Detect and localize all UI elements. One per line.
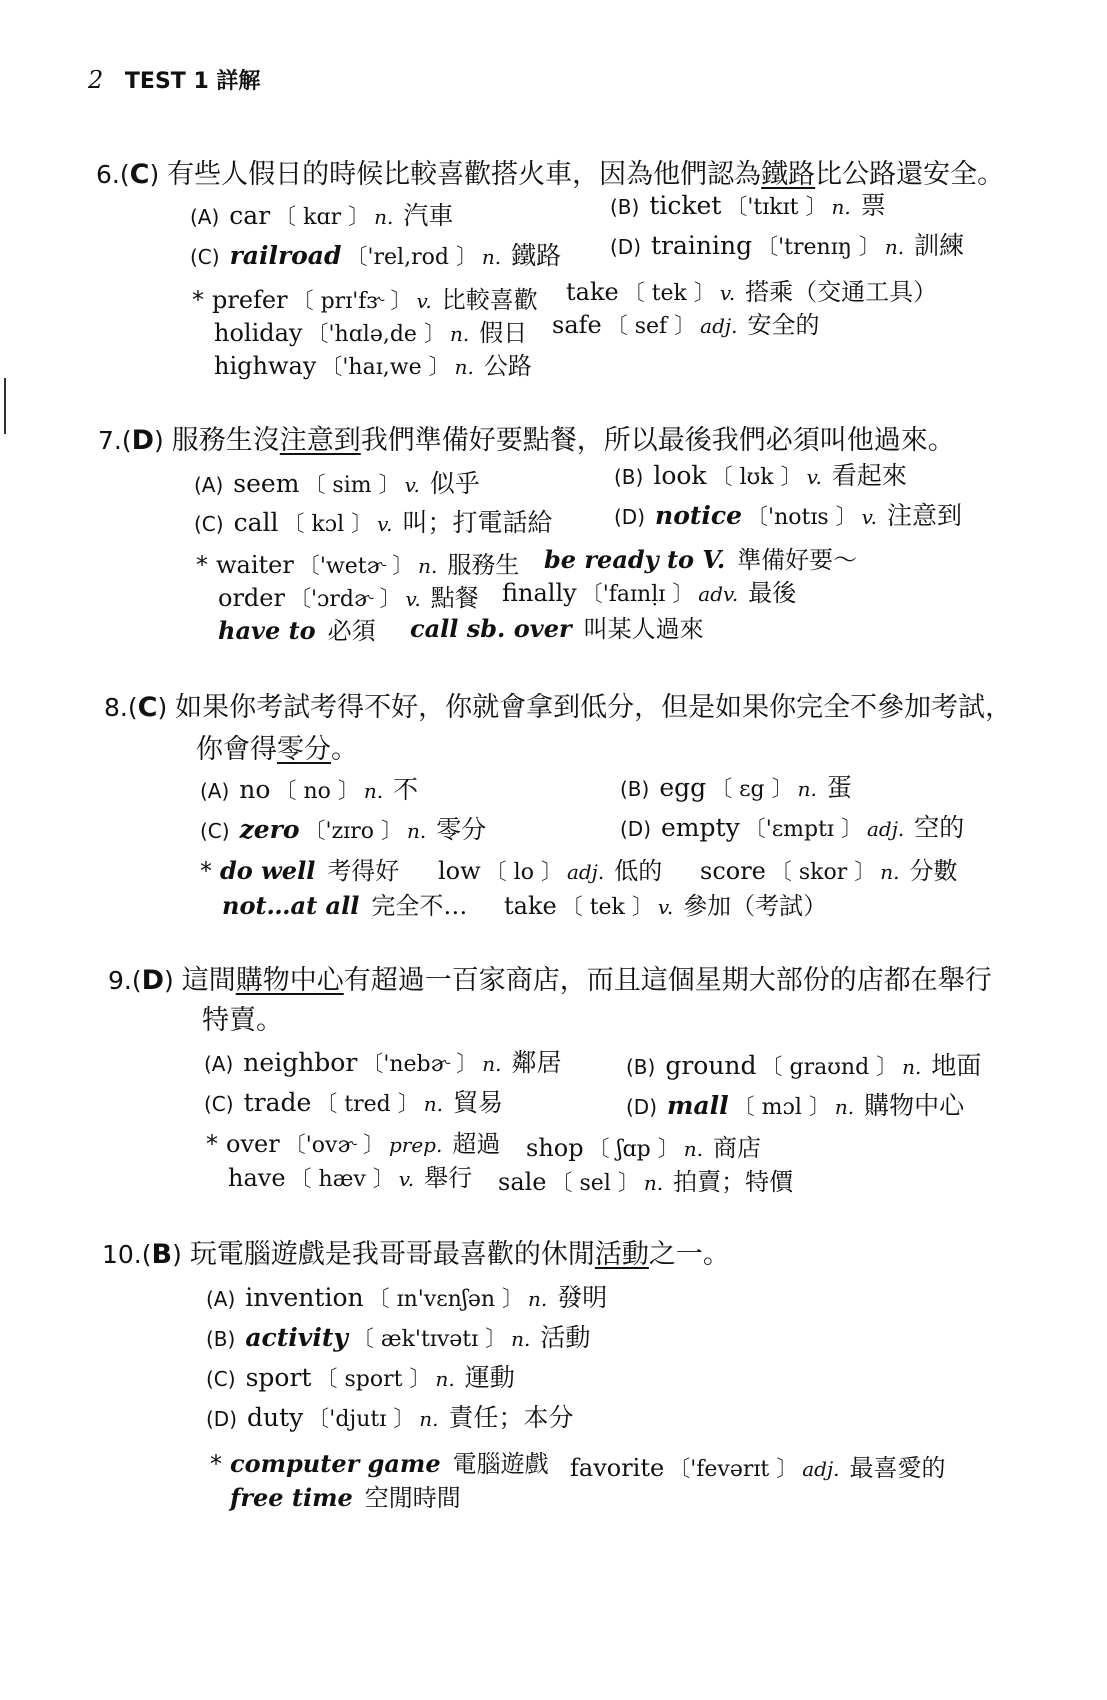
vocab-note: * do well 考得好 bbox=[200, 856, 400, 885]
option-a: (A) neighbor 〔'nebɚ 〕 n. 鄰居 bbox=[204, 1048, 562, 1077]
question-keyword: 注意到 bbox=[279, 425, 361, 456]
margin-mark bbox=[4, 378, 6, 434]
option-b: (B) ground 〔 graʊnd 〕 n. 地面 bbox=[626, 1051, 982, 1080]
page-header bbox=[88, 64, 260, 95]
question-keyword: 活動 bbox=[594, 1239, 649, 1270]
page-number: 2 bbox=[88, 66, 104, 94]
question-text: 服務生沒 bbox=[171, 425, 280, 456]
question-text: 有些人假日的時候比較喜歡搭火車，因為他們認為 bbox=[167, 159, 762, 190]
vocab-note: be ready to V. 準備好要～ bbox=[544, 545, 858, 574]
question-9: 9.(D) 這間購物中心有超過一百家商店，而且這個星期大部份的店都在舉行 bbox=[108, 965, 992, 996]
option-a: (A) invention 〔 ɪn'vɛnʃən 〕 n. 發明 bbox=[206, 1283, 608, 1312]
answer-letter: D bbox=[141, 965, 165, 996]
answer-letter: C bbox=[129, 159, 150, 190]
answer-letter: D bbox=[131, 425, 155, 456]
question-8-line-2 bbox=[196, 727, 358, 766]
question-6: 6.(C) 有些人假日的時候比較喜歡搭火車，因為他們認為鐵路比公路還安全。 bbox=[96, 159, 1005, 190]
question-text: 這間 bbox=[181, 965, 236, 996]
vocab-note: take 〔 tek 〕 v. 搭乘（交通工具） bbox=[566, 278, 938, 306]
question-number: 9. bbox=[108, 966, 132, 995]
question-number: 10. bbox=[102, 1240, 142, 1269]
vocab-note: favorite 〔'fevərɪt 〕 adj. 最喜愛的 bbox=[570, 1454, 946, 1482]
question-8: 8.(C) 如果你考試考得不好，你就會拿到低分，但是如果你完全不參加考試， bbox=[104, 692, 1013, 723]
vocab-note: free time 空閒時間 bbox=[230, 1483, 461, 1512]
question-9-line-2 bbox=[202, 998, 283, 1037]
option-a: (A) no 〔 no 〕 n. 不 bbox=[200, 775, 419, 804]
vocab-note: * prefer 〔 prɪ'fɝ 〕 v. 比較喜歡 bbox=[192, 286, 538, 314]
vocab-note: order 〔'ɔrdɚ 〕 v. 點餐 bbox=[218, 584, 479, 612]
option-d: (D) duty 〔'djutɪ 〕 n. 責任；本分 bbox=[206, 1403, 574, 1432]
option-d: (D) empty 〔'ɛmptɪ 〕 adj. 空的 bbox=[620, 813, 965, 842]
question-keyword: 購物中心 bbox=[235, 965, 344, 996]
page-title: TEST 1 詳解 bbox=[124, 69, 261, 94]
vocab-note: have to 必須 bbox=[218, 616, 376, 645]
vocab-note: call sb. over 叫某人過來 bbox=[410, 614, 704, 643]
question-text: 特賣。 bbox=[202, 1005, 283, 1036]
option-c: (C) railroad 〔'rel,rod 〕 n. 鐵路 bbox=[190, 241, 562, 270]
option-a: (A) car 〔 kɑr 〕 n. 汽車 bbox=[190, 201, 454, 230]
vocab-note: finally 〔'faɪnḷɪ 〕 adv. 最後 bbox=[502, 579, 797, 607]
vocab-note: shop 〔 ʃɑp 〕 n. 商店 bbox=[526, 1134, 761, 1162]
question-number: 8. bbox=[104, 693, 128, 722]
question-10: 10.(B) 玩電腦遊戲是我哥哥最喜歡的休閒活動之一。 bbox=[102, 1239, 730, 1270]
option-d: (D) mall 〔 mɔl 〕 n. 購物中心 bbox=[626, 1091, 965, 1120]
option-b: (B) activity 〔 æk'tɪvətɪ 〕 n. 活動 bbox=[206, 1323, 591, 1352]
vocab-note: * computer game 電腦遊戲 bbox=[210, 1449, 549, 1478]
option-b: (B) look 〔 lʊk 〕 v. 看起來 bbox=[614, 461, 907, 490]
vocab-note: score 〔 skor 〕 n. 分數 bbox=[700, 857, 958, 885]
option-c: (C) sport 〔 sport 〕 n. 運動 bbox=[206, 1363, 515, 1392]
option-c: (C) trade 〔 tred 〕 n. 貿易 bbox=[204, 1088, 503, 1117]
vocab-note: take 〔 tek 〕 v. 參加（考試） bbox=[504, 892, 828, 920]
question-text: 。 bbox=[331, 734, 358, 765]
question-text: 如果你考試考得不好，你就會拿到低分，但是如果你完全不參加考試， bbox=[175, 692, 1013, 723]
vocab-note: low 〔 lo 〕 adj. 低的 bbox=[438, 857, 663, 885]
option-d: (D) training 〔'trenɪŋ 〕 n. 訓練 bbox=[610, 231, 965, 260]
vocab-note: highway 〔'haɪ,we 〕 n. 公路 bbox=[214, 352, 532, 380]
option-a: (A) seem 〔 sim 〕 v. 似乎 bbox=[194, 469, 480, 498]
vocab-note: not…at all 完全不… bbox=[222, 891, 468, 920]
vocab-note: safe 〔 sef 〕 adj. 安全的 bbox=[552, 311, 820, 339]
option-b: (B) ticket 〔'tɪkɪt 〕 n. 票 bbox=[610, 191, 886, 220]
question-text: 我們準備好要點餐，所以最後我們必須叫他過來。 bbox=[360, 425, 955, 456]
question-text: 玩電腦遊戲是我哥哥最喜歡的休閒 bbox=[189, 1239, 595, 1270]
answer-letter: C bbox=[137, 692, 158, 723]
vocab-note: have 〔 hæv 〕 v. 舉行 bbox=[228, 1164, 473, 1192]
question-keyword: 零分 bbox=[277, 734, 331, 765]
question-text: 你會得 bbox=[196, 734, 277, 765]
question-keyword: 鐵路 bbox=[761, 159, 816, 190]
question-text: 比公路還安全。 bbox=[815, 159, 1005, 190]
question-number: 6. bbox=[96, 160, 120, 189]
question-number: 7. bbox=[98, 426, 122, 455]
answer-letter: B bbox=[151, 1239, 173, 1270]
option-b: (B) egg 〔 ɛg 〕 n. 蛋 bbox=[620, 773, 852, 802]
question-text: 之一。 bbox=[648, 1239, 730, 1270]
vocab-note: holiday 〔'hɑlə,de 〕 n. 假日 bbox=[214, 319, 528, 347]
vocab-note: * waiter 〔'wetɚ 〕 n. 服務生 bbox=[196, 551, 520, 579]
question-text: 有超過一百家商店，而且這個星期大部份的店都在舉行 bbox=[343, 965, 992, 996]
vocab-note: sale 〔 sel 〕 n. 拍賣；特價 bbox=[498, 1168, 794, 1196]
option-d: (D) notice 〔'notɪs 〕 v. 注意到 bbox=[614, 501, 962, 530]
option-c: (C) zero 〔'zɪro 〕 n. 零分 bbox=[200, 815, 487, 844]
question-7: 7.(D) 服務生沒注意到我們準備好要點餐，所以最後我們必須叫他過來。 bbox=[98, 425, 955, 456]
vocab-note: * over 〔'ovɚ 〕 prep. 超過 bbox=[206, 1130, 501, 1158]
option-c: (C) call 〔 kɔl 〕 v. 叫；打電話給 bbox=[194, 508, 553, 537]
